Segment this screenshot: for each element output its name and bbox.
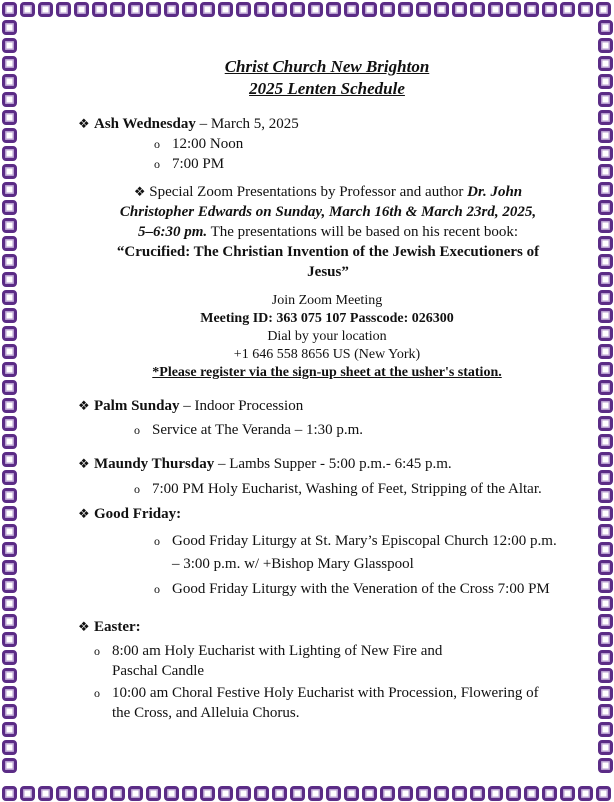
border-link <box>488 786 503 801</box>
list-item: o 8:00 am Holy Eucharist with Lighting of New Fire and Paschal Candle <box>94 643 443 679</box>
border-link <box>2 182 17 197</box>
border-link <box>434 2 449 17</box>
border-link <box>416 2 431 17</box>
border-link <box>344 2 359 17</box>
border-link <box>56 786 71 801</box>
border-link <box>598 506 613 521</box>
border-link <box>290 2 305 17</box>
ash-wednesday-heading: Ash Wednesday <box>94 116 196 132</box>
border-right <box>596 18 614 784</box>
border-link <box>110 786 125 801</box>
border-link <box>254 2 269 17</box>
border-link <box>598 398 613 413</box>
border-link <box>164 786 179 801</box>
border-link <box>128 786 143 801</box>
page-title: Christ Church New Brighton 2025 Lenten Schedule <box>224 57 430 98</box>
border-link <box>362 2 377 17</box>
border-link <box>598 758 613 773</box>
ash-wednesday-date: – March 5, 2025 <box>195 116 299 132</box>
border-link <box>2 290 17 305</box>
border-link <box>2 308 17 323</box>
border-link <box>598 560 613 575</box>
border-link <box>2 362 17 377</box>
border-link <box>598 686 613 701</box>
border-link <box>308 786 323 801</box>
border-link <box>598 578 613 593</box>
border-link <box>2 56 17 71</box>
border-link <box>2 614 17 629</box>
border-link <box>344 786 359 801</box>
border-link <box>598 524 613 539</box>
border-link <box>92 786 107 801</box>
border-link <box>598 434 613 449</box>
border-link <box>598 722 613 737</box>
border-bottom <box>0 784 614 802</box>
palm-sunday-section: ❖ Palm Sunday – Indoor Procession <box>78 398 304 414</box>
border-link <box>272 2 287 17</box>
diamond-bullet-icon: ❖ <box>78 506 90 521</box>
border-link <box>380 2 395 17</box>
border-link <box>598 74 613 89</box>
meeting-id: Meeting ID: 363 075 107 Passcode: 026300 <box>200 311 454 326</box>
border-link <box>598 92 613 107</box>
border-link <box>524 2 539 17</box>
good-friday-heading: Good Friday: <box>94 506 182 522</box>
border-link <box>2 488 17 503</box>
presenter-dates: Dr. John Christopher Edwards on Sunday, March 16th & March 23rd, 2025, 5–6:30 pm. <box>119 184 537 240</box>
circle-bullet-icon: o <box>154 137 160 151</box>
border-link <box>598 290 613 305</box>
lenten-schedule-page <box>60 56 560 723</box>
border-link <box>218 786 233 801</box>
circle-bullet-icon: o <box>154 157 160 171</box>
border-link <box>598 218 613 233</box>
border-link <box>452 786 467 801</box>
border-link <box>218 2 233 17</box>
border-link <box>398 786 413 801</box>
border-link <box>308 2 323 17</box>
border-link <box>380 786 395 801</box>
border-link <box>110 2 125 17</box>
border-link <box>2 560 17 575</box>
border-link <box>598 326 613 341</box>
border-link <box>598 596 613 611</box>
book-title: “Crucified: The Christian Invention of the Jewish Executioners of Jesus” <box>116 244 540 280</box>
border-link <box>164 2 179 17</box>
border-link <box>2 2 17 17</box>
border-link <box>452 2 467 17</box>
border-link <box>578 2 593 17</box>
border-link <box>488 2 503 17</box>
border-link <box>598 542 613 557</box>
border-link <box>2 596 17 611</box>
border-link <box>434 786 449 801</box>
list-item: o 10:00 am Choral Festive Holy Eucharist with Procession, Flowering of the Cross, and Alleluia Chorus. <box>94 685 539 721</box>
border-link <box>470 786 485 801</box>
border-link <box>598 38 613 53</box>
border-link <box>2 452 17 467</box>
border-link <box>542 786 557 801</box>
circle-bullet-icon: o <box>134 423 140 437</box>
border-link <box>578 786 593 801</box>
border-link <box>2 380 17 395</box>
border-link <box>200 2 215 17</box>
border-link <box>2 650 17 665</box>
border-link <box>598 164 613 179</box>
border-link <box>2 704 17 719</box>
border-link <box>2 38 17 53</box>
border-link <box>2 578 17 593</box>
border-link <box>598 20 613 35</box>
border-link <box>2 740 17 755</box>
border-link <box>598 740 613 755</box>
border-link <box>74 786 89 801</box>
maundy-thursday-heading: Maundy Thursday <box>94 456 215 472</box>
border-link <box>542 2 557 17</box>
border-link <box>146 2 161 17</box>
border-link <box>2 74 17 89</box>
border-link <box>598 488 613 503</box>
border-link <box>598 110 613 125</box>
border-link <box>598 128 613 143</box>
border-link <box>182 786 197 801</box>
border-link <box>598 200 613 215</box>
phone-number: +1 646 558 8656 US (New York) <box>233 347 421 362</box>
border-link <box>2 416 17 431</box>
border-link <box>236 786 251 801</box>
border-link <box>598 254 613 269</box>
diamond-bullet-icon: ❖ <box>78 398 90 413</box>
border-link <box>2 326 17 341</box>
dial-label: Dial by your location <box>267 329 387 344</box>
border-link <box>596 786 611 801</box>
border-link <box>560 786 575 801</box>
border-top <box>0 0 614 18</box>
border-link <box>2 272 17 287</box>
border-link <box>2 434 17 449</box>
border-link <box>254 786 269 801</box>
easter-heading: Easter: <box>94 619 141 635</box>
border-link <box>470 2 485 17</box>
border-link <box>2 92 17 107</box>
list-item: o Good Friday Liturgy at St. Mary’s Episcopal Church 12:00 p.m. – 3:00 p.m. w/ +Bishop Mary Glasspool <box>60 530 562 576</box>
circle-bullet-icon: o <box>154 534 160 548</box>
border-link <box>362 786 377 801</box>
border-link <box>2 686 17 701</box>
border-link <box>2 398 17 413</box>
border-link <box>182 2 197 17</box>
maundy-thursday-section: ❖ Maundy Thursday – Lambs Supper - 5:00 p.m.- 6:45 p.m. <box>78 456 452 472</box>
border-link <box>290 786 305 801</box>
border-link <box>2 254 17 269</box>
border-link <box>598 632 613 647</box>
border-link <box>598 452 613 467</box>
border-link <box>598 344 613 359</box>
border-link <box>2 542 17 557</box>
border-link <box>2 470 17 485</box>
border-link <box>2 758 17 773</box>
border-left <box>0 18 18 784</box>
list-item: o Good Friday Liturgy with the Veneration of the Cross 7:00 PM <box>60 578 562 601</box>
border-link <box>598 56 613 71</box>
good-friday-section <box>60 504 560 524</box>
border-link <box>506 2 521 17</box>
diamond-bullet-icon: ❖ <box>78 116 90 131</box>
border-link <box>2 20 17 35</box>
border-link <box>38 786 53 801</box>
border-link <box>2 668 17 683</box>
border-link <box>596 2 611 17</box>
border-link <box>598 362 613 377</box>
border-link <box>2 524 17 539</box>
border-link <box>416 786 431 801</box>
border-link <box>2 164 17 179</box>
register-note: *Please register via the sign-up sheet at the usher's station. <box>152 365 502 380</box>
border-link <box>398 2 413 17</box>
diamond-bullet-icon: ❖ <box>133 184 146 199</box>
easter-section <box>60 617 560 637</box>
circle-bullet-icon: o <box>94 644 100 658</box>
zoom-meeting-info <box>94 292 560 382</box>
border-link <box>2 110 17 125</box>
border-link <box>2 128 17 143</box>
palm-sunday-heading: Palm Sunday <box>94 398 180 414</box>
border-link <box>128 2 143 17</box>
border-link <box>598 380 613 395</box>
border-link <box>598 704 613 719</box>
border-link <box>236 2 251 17</box>
border-link <box>2 786 17 801</box>
border-link <box>92 2 107 17</box>
border-link <box>598 236 613 251</box>
list-item: o Service at The Veranda – 1:30 p.m. <box>134 422 364 438</box>
border-link <box>2 236 17 251</box>
border-link <box>326 786 341 801</box>
border-link <box>598 308 613 323</box>
border-link <box>2 632 17 647</box>
circle-bullet-icon: o <box>94 686 100 700</box>
border-link <box>20 2 35 17</box>
list-item: o 12:00 Noon <box>154 136 244 152</box>
border-link <box>598 272 613 287</box>
list-item: o 7:00 PM Holy Eucharist, Washing of Feet, Stripping of the Altar. <box>60 478 542 500</box>
border-link <box>74 2 89 17</box>
diamond-bullet-icon: ❖ <box>78 456 90 471</box>
border-link <box>598 182 613 197</box>
border-link <box>2 146 17 161</box>
list-item: o 7:00 PM <box>154 156 225 172</box>
border-link <box>2 344 17 359</box>
border-link <box>598 668 613 683</box>
border-link <box>38 2 53 17</box>
border-link <box>506 786 521 801</box>
join-zoom-label: Join Zoom Meeting <box>271 293 383 308</box>
diamond-bullet-icon: ❖ <box>78 619 90 634</box>
border-link <box>2 722 17 737</box>
border-link <box>146 786 161 801</box>
border-link <box>2 218 17 233</box>
border-link <box>598 146 613 161</box>
border-link <box>598 416 613 431</box>
border-link <box>2 506 17 521</box>
border-link <box>200 786 215 801</box>
border-link <box>326 2 341 17</box>
border-link <box>598 470 613 485</box>
circle-bullet-icon: o <box>134 482 140 496</box>
border-link <box>56 2 71 17</box>
border-link <box>20 786 35 801</box>
border-link <box>524 786 539 801</box>
border-link <box>272 786 287 801</box>
zoom-presentation-paragraph: ❖ Special Zoom Presentations by Professor and author Dr. John Christopher Edwards on Sunday, March 16th & March 23rd, 2025, 5–6:30 pm. The presentations will be based on his recent book: “Crucified: The Christian Invention of the Jewish Executioners of Jesus” <box>116 184 540 280</box>
border-link <box>2 200 17 215</box>
border-link <box>560 2 575 17</box>
border-link <box>598 614 613 629</box>
circle-bullet-icon: o <box>154 582 160 596</box>
border-link <box>598 650 613 665</box>
ash-wednesday-section <box>60 114 560 134</box>
